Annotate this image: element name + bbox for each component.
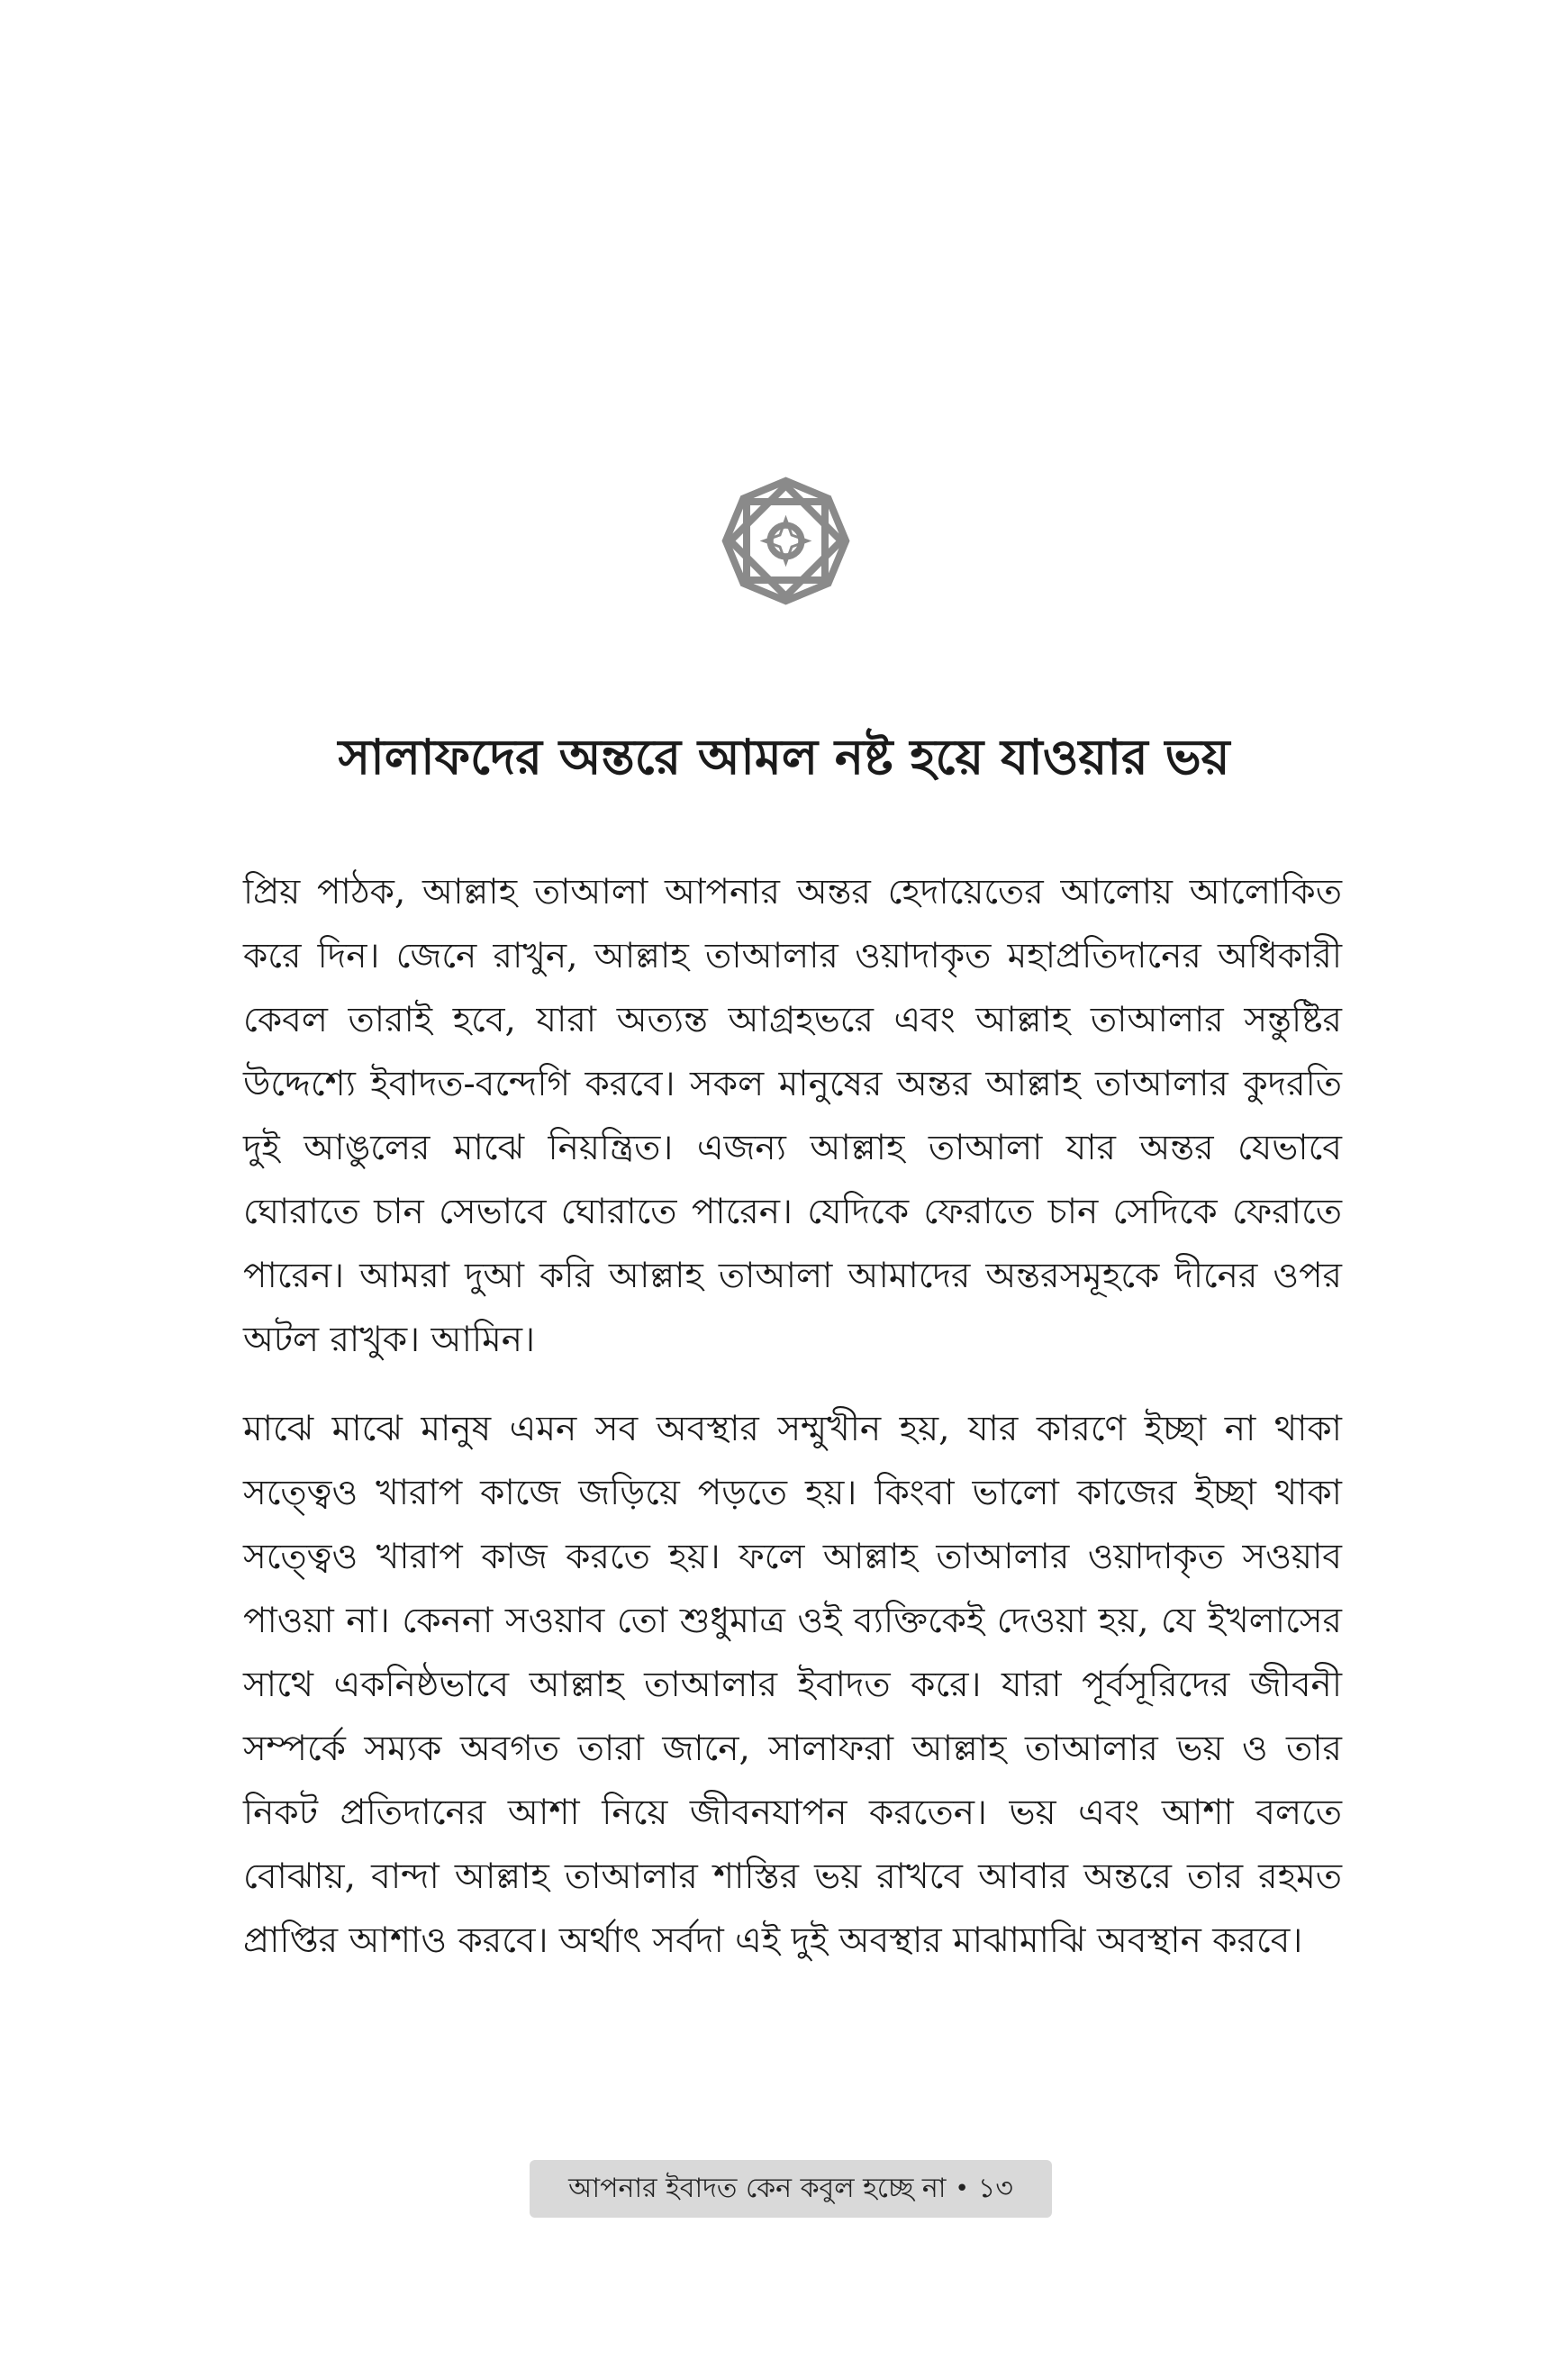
footer-separator: •: [955, 2175, 969, 2202]
page-number: ১৩: [977, 2172, 1013, 2204]
footer-book-title: আপনার ইবাদত কেন কবুল হচ্ছে না: [568, 2172, 947, 2204]
page-footer: [530, 2160, 1052, 2218]
paragraph: প্রিয় পাঠক, আল্লাহ তাআলা আপনার অন্তর হেদায়েতের আলোয় আলোকিত করে দিন। জেনে রাখুন, আল্লাহ তাআলার ওয়াদাকৃত মহাপ্রতিদানের অধিকারী কেবল তারাই হবে, যারা অত্যন্ত আগ্রহভরে এবং আল্লাহ তাআলার সন্তুষ্টির উদ্দেশ্যে ইবাদত-বন্দেগি করবে। সকল মানুষের অন্তর আল্লাহ তাআলার কুদরতি দুই আঙুলের মাঝে নিয়ন্ত্রিত। এজন্য আল্লাহ তাআলা যার অন্তর যেভাবে ঘোরাতে চান সেভাবে ঘোরাতে পারেন। যেদিকে ফেরাতে চান সেদিকে ফেরাতে পারেন। আমরা দুআ করি আল্লাহ তাআলা আমাদের অন্তরসমূহকে দীনের ওপর অটল রাখুক। আমিন।: [243, 872, 1342, 1360]
body-text: [243, 860, 1342, 1998]
octagram-ornament-icon: [721, 476, 851, 606]
chapter-title: সালাফদের অন্তরে আমল নষ্ট হয়ে যাওয়ার ভয়: [338, 728, 1230, 785]
paragraph: মাঝে মাঝে মানুষ এমন সব অবস্থার সম্মুখীন হয়, যার কারণে ইচ্ছা না থাকা সত্ত্বেও খারাপ কাজে জড়িয়ে পড়তে হয়। কিংবা ভালো কাজের ইচ্ছা থাকা সত্ত্বেও খারাপ কাজ করতে হয়। ফলে আল্লাহ তাআলার ওয়াদাকৃত সওয়াব পাওয়া না। কেননা সওয়াব তো শুধুমাত্র ওই ব্যক্তিকেই দেওয়া হয়, যে ইখলাসের সাথে একনিষ্ঠভাবে আল্লাহ তাআলার ইবাদত করে। যারা পূর্বসূরিদের জীবনী সম্পর্কে সম্যক অবগত তারা জানে, সালাফরা আল্লাহ তাআলার ভয় ও তার নিকট প্রতিদানের আশা নিয়ে জীবনযাপন করতেন। ভয় এবং আশা বলতে বোঝায়, বান্দা আল্লাহ তাআলার শাস্তির ভয় রাখবে আবার অন্তরে তার রহমত প্রাপ্তির আশাও করবে। অর্থাৎ সর্বদা এই দুই অবস্থার মাঝামাঝি অবস্থান করবে।: [243, 1409, 1342, 1961]
